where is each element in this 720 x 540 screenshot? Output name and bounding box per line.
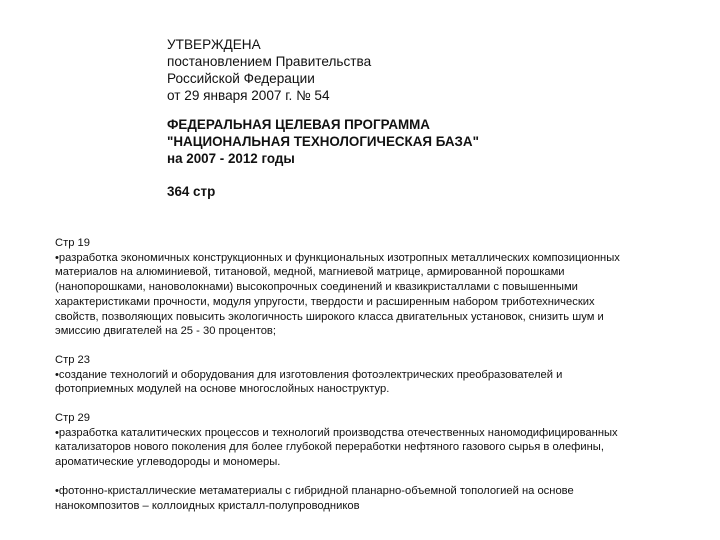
paragraph-line: ароматические углеводороды и мономеры. [55, 456, 281, 469]
page-reference: Стр 19 [55, 237, 90, 249]
program-title-line: на 2007 - 2012 годы [167, 151, 295, 166]
program-title-line: "НАЦИОНАЛЬНАЯ ТЕХНОЛОГИЧЕСКАЯ БАЗА" [167, 134, 479, 149]
section-photonic-metamaterials [55, 484, 675, 513]
approval-line: УТВЕРЖДЕНА [167, 37, 261, 52]
document-header [167, 36, 627, 200]
paragraph-line: свойств, позволяющих повысить экологичность широкого класса двигательных установок, снизить шум и [55, 310, 604, 323]
paragraph-line: характеристиками прочности, модуля упругости, твердости и расширенным набором триботехнических [55, 295, 595, 308]
paragraph-line: •фотонно-кристаллические метаматериалы с гибридной планарно-объемной топологией на основе [55, 484, 574, 497]
paragraph-line: фотоприемных модулей на основе многослойных наноструктур. [55, 383, 390, 396]
approval-stamp [167, 36, 627, 104]
paragraph-line: •разработка каталитических процессов и технологий производства отечественных наномодифицированных [55, 426, 618, 439]
paragraph-line: •разработка экономичных конструкционных и функциональных изотропных металлических композиционных [55, 251, 620, 264]
program-title-line: ФЕДЕРАЛЬНАЯ ЦЕЛЕВАЯ ПРОГРАММА [167, 117, 430, 132]
program-title [167, 116, 627, 167]
section-page-29 [55, 411, 675, 470]
page-reference: Стр 23 [55, 353, 90, 366]
approval-line: постановлением Правительства [167, 54, 372, 69]
approval-line: Российской Федерации [167, 71, 315, 86]
paragraph-line: •создание технологий и оборудования для изготовления фотоэлектрических преобразователей и [55, 368, 563, 381]
page-count: 364 стр [167, 184, 216, 199]
approval-line: от 29 января 2007 г. № 54 [167, 88, 330, 103]
section-page-23 [55, 353, 675, 397]
section-page-19 [55, 236, 675, 339]
paragraph-line: катализаторов нового поколения для более глубокой переработки нефтяного газового сырья в олефины, [55, 441, 604, 454]
paragraph-line: материалов на алюминиевой, титановой, медной, магниевой матрице, армированной порошками [55, 266, 565, 279]
paragraph-line: нанокомпозитов – коллоидных кристалл-полупроводников [55, 499, 360, 512]
paragraph-line: эмиссию двигателей на 25 - 30 процентов; [55, 325, 276, 338]
document-body [55, 236, 675, 527]
page-reference: Стр 29 [55, 412, 90, 425]
paragraph-line: (нанопорошками, нановолокнами) высокопрочных соединений и квазикристаллами с повышенными [55, 281, 578, 294]
